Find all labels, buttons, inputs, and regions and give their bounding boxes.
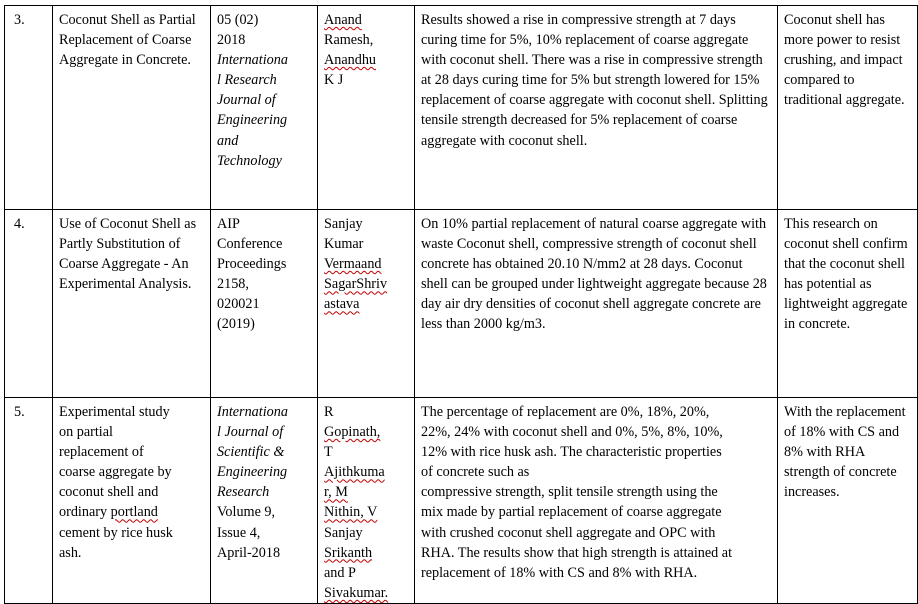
literature-review-table bbox=[4, 5, 918, 604]
table-row bbox=[5, 6, 918, 210]
paper-results: The percentage of replacement are 0%, 18%, 20%, 22%, 24% with coconut shell and 0%, 5%, 8%, 10%, 12% with rice husk ash. The characteristic properties of concrete such as compressive strength, split tensile strength using the mix made by partial replacement of coarse aggregate with crushed coconut shell aggregate and OPC with RHA. The results show that high strength is attained at replacement of 18% with CS and 8% with RHA. bbox=[415, 398, 778, 604]
paper-source: AIP Conference Proceedings 2158, 020021 (2019) bbox=[211, 210, 318, 398]
paper-authors: R Gopinath, T Ajithkuma r, M Nithin, V Sanjay Srikanth and P Sivakumar. bbox=[318, 398, 415, 604]
table-row bbox=[5, 398, 918, 604]
paper-title: Coconut Shell as Partial Replacement of Coarse Aggregate in Concrete. bbox=[53, 6, 211, 210]
paper-source: 05 (02) 2018 Internationa l Research Journal of Engineering and Technology bbox=[211, 6, 318, 210]
paper-results: On 10% partial replacement of natural coarse aggregate with waste Coconut shell, compressive strength of coconut shell concrete has obtained 20.10 N/mm2 at 28 days. Coconut shell can be grouped under lightweight aggregate because 28 day air dry densities of coconut shell aggregate concrete are less than 2000 kg/m3. bbox=[415, 210, 778, 398]
paper-results: Results showed a rise in compressive strength at 7 days curing time for 5%, 10% replacement of coarse aggregate with coconut shell. There was a rise in compressive strength at 28 days curing time for 5% but strength lowered for 15% replacement of coarse aggregate with coconut shell. Splitting tensile strength decreased for 5% replacement of coarse aggregate with coconut shell. bbox=[415, 6, 778, 210]
paper-conclusion: This research on coconut shell confirm that the coconut shell has potential as lightweight aggregate in concrete. bbox=[778, 210, 918, 398]
paper-source: Internationa l Journal of Scientific & Engineering Research Volume 9, Issue 4, April-2018 bbox=[211, 398, 318, 604]
row-number: 5. bbox=[5, 398, 53, 604]
paper-conclusion: Coconut shell has more power to resist crushing, and impact compared to traditional aggregate. bbox=[778, 6, 918, 210]
paper-authors: Anand Ramesh, Anandhu K J bbox=[318, 6, 415, 210]
row-number: 3. bbox=[5, 6, 53, 210]
paper-title: Use of Coconut Shell as Partly Substitution of Coarse Aggregate - An Experimental Analysis. bbox=[53, 210, 211, 398]
paper-title: Experimental study on partial replacement of coarse aggregate by coconut shell and ordinary portland cement by rice husk ash. bbox=[53, 398, 211, 604]
row-number: 4. bbox=[5, 210, 53, 398]
table-row bbox=[5, 210, 918, 398]
paper-authors: Sanjay Kumar Vermaand SagarShriv astava bbox=[318, 210, 415, 398]
paper-conclusion: With the replacement of 18% with CS and 8% with RHA strength of concrete increases. bbox=[778, 398, 918, 604]
